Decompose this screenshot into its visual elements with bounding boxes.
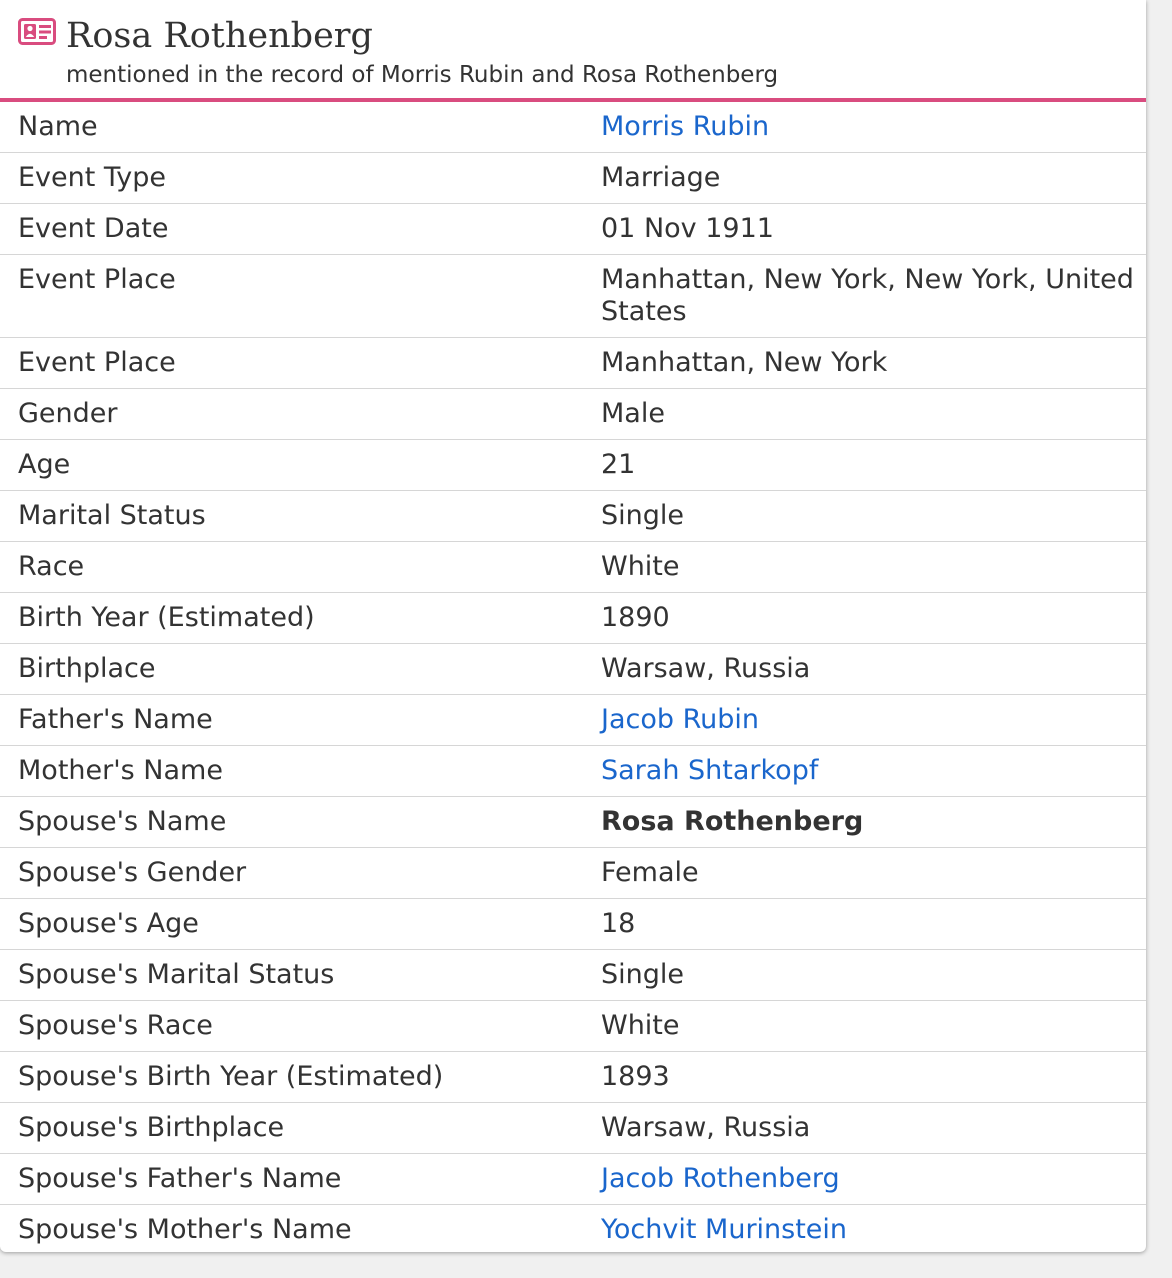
- fact-value-cell: [583, 1001, 1146, 1052]
- fact-row: [0, 1103, 1146, 1154]
- fact-value-cell: [583, 338, 1146, 389]
- fact-label: Event Place: [0, 338, 583, 389]
- fact-row: [0, 153, 1146, 204]
- fact-value: 21: [601, 449, 636, 480]
- fact-value: Marriage: [601, 162, 721, 193]
- fact-row: [0, 389, 1146, 440]
- fact-row: [0, 102, 1146, 153]
- fact-row: [0, 542, 1146, 593]
- fact-row: [0, 338, 1146, 389]
- fact-value: White: [601, 551, 680, 582]
- fact-label: Spouse's Gender: [0, 848, 583, 899]
- fact-row: [0, 1052, 1146, 1103]
- fact-value-cell: [583, 542, 1146, 593]
- fact-value-cell: [583, 491, 1146, 542]
- fact-value-cell: [583, 950, 1146, 1001]
- person-link[interactable]: Jacob Rothenberg: [601, 1163, 840, 1194]
- fact-label: Spouse's Birthplace: [0, 1103, 583, 1154]
- fact-value-cell: [583, 797, 1146, 848]
- fact-value: 1890: [601, 602, 670, 633]
- person-link[interactable]: Yochvit Murinstein: [601, 1214, 848, 1245]
- fact-row: [0, 746, 1146, 797]
- record-subtitle: mentioned in the record of Morris Rubin and Rosa Rothenberg: [66, 62, 779, 88]
- person-link[interactable]: Morris Rubin: [601, 111, 770, 142]
- person-link[interactable]: Jacob Rubin: [601, 704, 760, 735]
- page-title: Rosa Rothenberg: [66, 16, 373, 56]
- fact-label: Race: [0, 542, 583, 593]
- fact-value-cell: [583, 1103, 1146, 1154]
- fact-label: Spouse's Name: [0, 797, 583, 848]
- fact-value: White: [601, 1010, 680, 1041]
- fact-label: Event Place: [0, 255, 583, 338]
- record-card-icon: [18, 18, 56, 47]
- fact-row: [0, 695, 1146, 746]
- fact-value-cell: [583, 1205, 1146, 1253]
- fact-row: [0, 797, 1146, 848]
- fact-row: [0, 204, 1146, 255]
- fact-row: [0, 950, 1146, 1001]
- fact-label: Marital Status: [0, 491, 583, 542]
- fact-label: Spouse's Marital Status: [0, 950, 583, 1001]
- fact-value-cell: [583, 695, 1146, 746]
- fact-label: Mother's Name: [0, 746, 583, 797]
- fact-value-cell: [583, 153, 1146, 204]
- fact-value-cell: [583, 1052, 1146, 1103]
- fact-value: Warsaw, Russia: [601, 653, 811, 684]
- person-link[interactable]: Sarah Shtarkopf: [601, 755, 819, 786]
- fact-row: [0, 1205, 1146, 1253]
- fact-label: Birthplace: [0, 644, 583, 695]
- fact-value-cell: [583, 255, 1146, 338]
- fact-value: Single: [601, 500, 685, 531]
- fact-value: Female: [601, 857, 699, 888]
- fact-label: Spouse's Mother's Name: [18, 1214, 352, 1245]
- fact-value-cell: [583, 848, 1146, 899]
- fact-label: Father's Name: [0, 695, 583, 746]
- fact-label: Spouse's Age: [0, 899, 583, 950]
- fact-value: Male: [601, 398, 665, 429]
- fact-row: [0, 593, 1146, 644]
- fact-label: Spouse's Father's Name: [0, 1154, 583, 1205]
- fact-label: Age: [0, 440, 583, 491]
- fact-row: [0, 899, 1146, 950]
- fact-value-cell: [583, 204, 1146, 255]
- fact-value: Warsaw, Russia: [601, 1112, 811, 1143]
- fact-row: [0, 644, 1146, 695]
- fact-value: 1893: [601, 1061, 670, 1092]
- fact-label: Spouse's Race: [0, 1001, 583, 1052]
- fact-value-cell: [583, 1154, 1146, 1205]
- fact-value: 18: [601, 908, 636, 939]
- fact-value-cell: [583, 746, 1146, 797]
- fact-label: Event Date: [0, 204, 583, 255]
- fact-value: Rosa Rothenberg: [601, 806, 864, 837]
- fact-value-cell: [583, 102, 1146, 153]
- fact-value-cell: [583, 644, 1146, 695]
- fact-value-cell: [583, 440, 1146, 491]
- fact-label: Name: [0, 102, 583, 153]
- fact-row: [0, 491, 1146, 542]
- fact-value: Single: [601, 959, 685, 990]
- record-facts-table: [0, 102, 1146, 1252]
- fact-value-cell: [583, 593, 1146, 644]
- record-header: [0, 0, 1146, 102]
- fact-value: Manhattan, New York, New York, United States: [601, 264, 1134, 327]
- fact-label: Gender: [0, 389, 583, 440]
- fact-row: [0, 848, 1146, 899]
- fact-value: Manhattan, New York: [601, 347, 888, 378]
- fact-row: [0, 1154, 1146, 1205]
- fact-label: Event Type: [0, 153, 583, 204]
- fact-value: 01 Nov 1911: [601, 213, 774, 244]
- fact-label: Spouse's Birth Year (Estimated): [0, 1052, 583, 1103]
- fact-value-cell: [583, 389, 1146, 440]
- fact-value-cell: [583, 899, 1146, 950]
- fact-row: [0, 440, 1146, 491]
- fact-label: Birth Year (Estimated): [0, 593, 583, 644]
- fact-row: [0, 255, 1146, 338]
- fact-row: [0, 1001, 1146, 1052]
